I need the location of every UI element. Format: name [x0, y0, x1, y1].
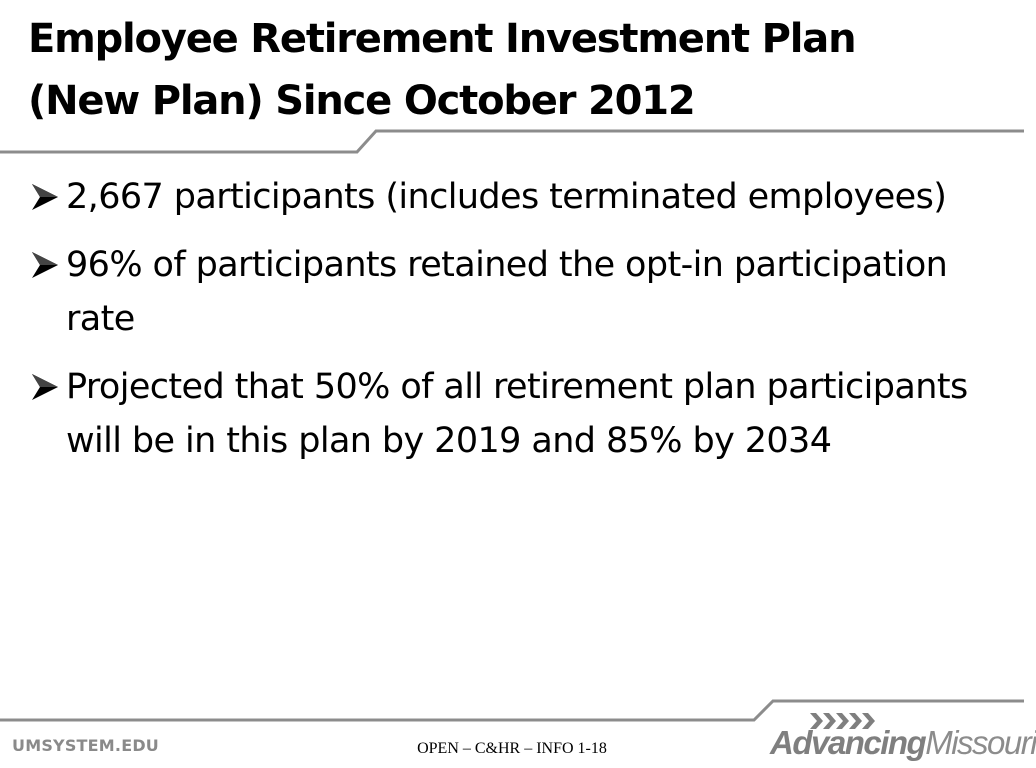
footer-classification-label: OPEN – C&HR – INFO 1-18: [417, 740, 607, 757]
arrow-bullet-icon: [30, 372, 60, 402]
title-line-1: Employee Retirement Investment Plan: [28, 16, 856, 62]
advancing-missouri-logo: [770, 712, 1036, 762]
logo-text-light: Missouri: [925, 724, 1036, 761]
bullet-text: 2,667 participants (includes terminated employees): [66, 177, 947, 217]
bullet-text: 96% of participants retained the opt-in participation rate: [66, 245, 948, 339]
bullet-item: [30, 360, 980, 468]
bullet-item: [30, 238, 980, 346]
arrow-bullet-icon: [30, 250, 60, 280]
bullet-list: [30, 170, 980, 482]
footer-site-label: UMSYSTEM.EDU: [12, 736, 159, 755]
logo-text: [770, 724, 1036, 762]
title-divider-line: [0, 131, 1024, 152]
title-line-2: (New Plan) Since October 2012: [28, 78, 695, 124]
logo-text-bold: Advancing: [770, 724, 926, 761]
bullet-text: Projected that 50% of all retirement plan participants will be in this plan by 2019 and 85% by 2034: [66, 367, 968, 461]
bullet-item: [30, 170, 980, 224]
arrow-bullet-icon: [30, 182, 60, 212]
